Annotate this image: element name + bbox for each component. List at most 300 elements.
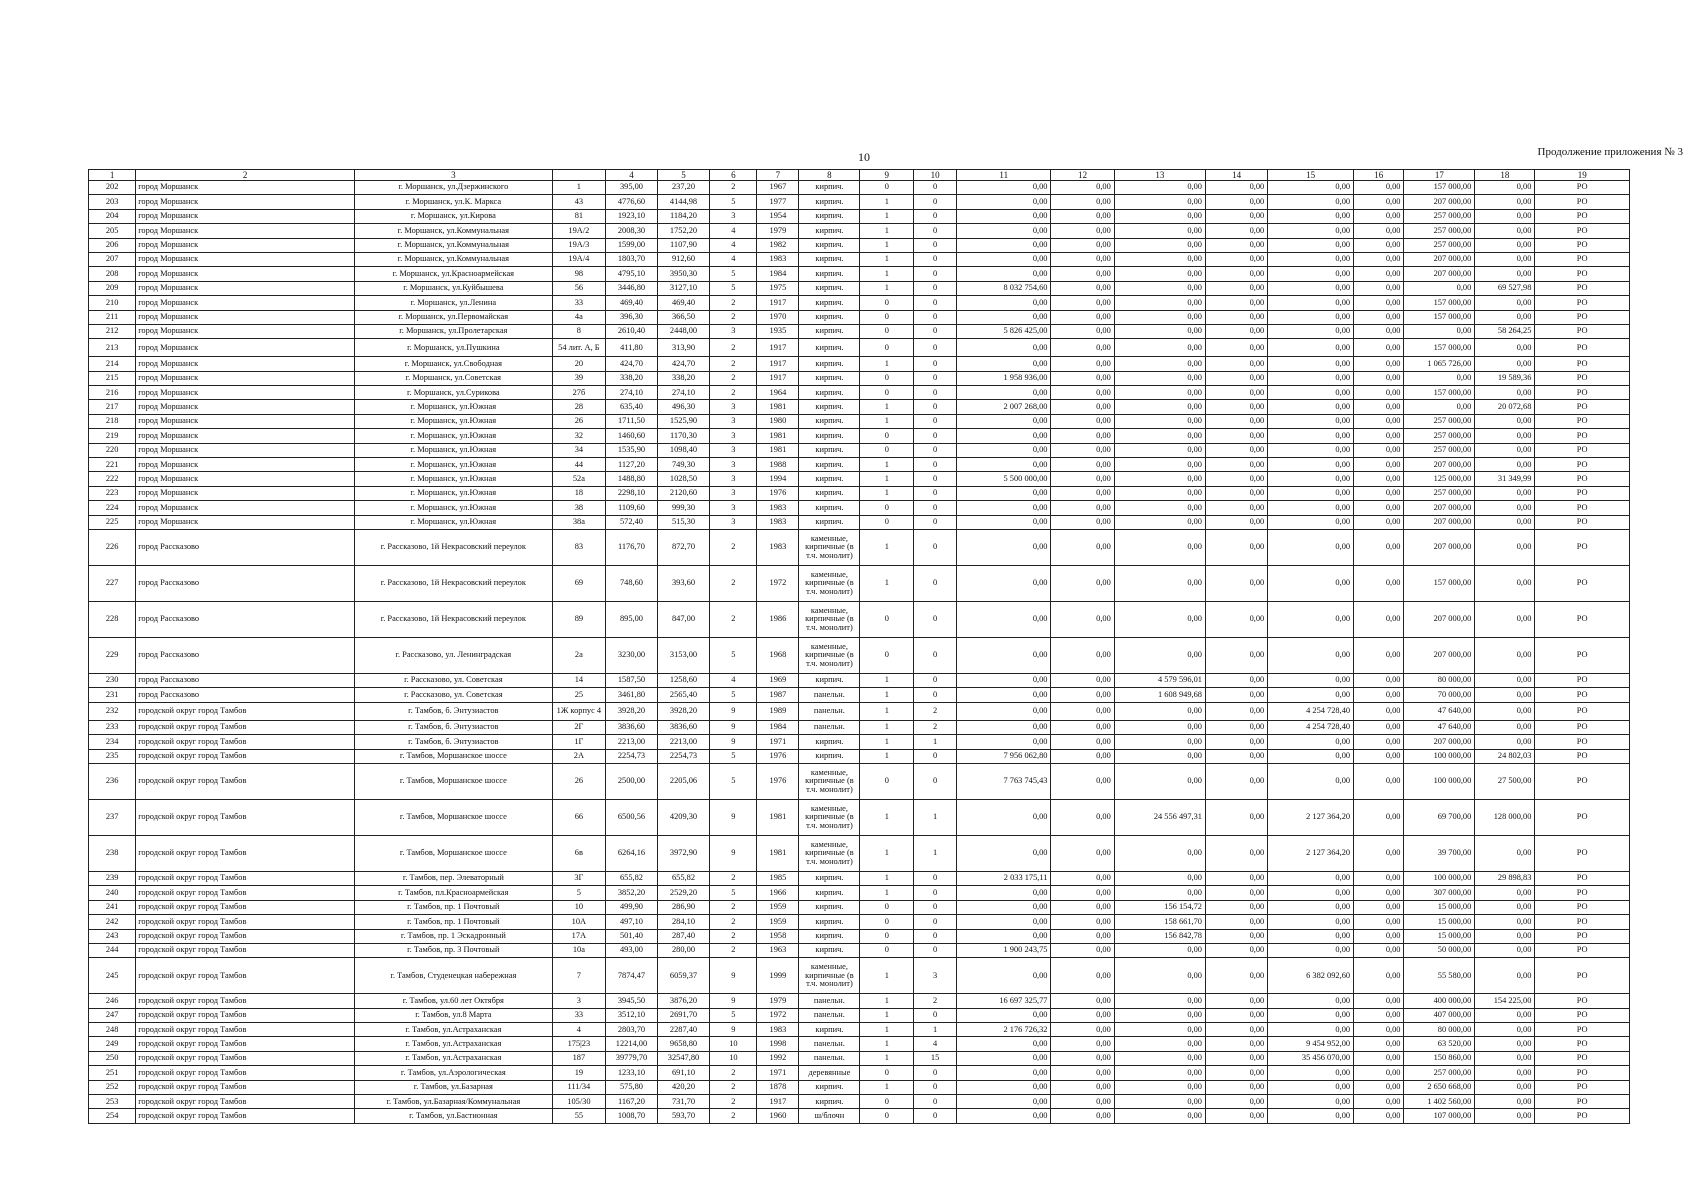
table-cell-col-8: 1983 — [757, 529, 799, 565]
table-cell-col-9: кирпич. — [799, 886, 860, 900]
table-cell-col-18: 47 640,00 — [1404, 702, 1475, 720]
table-cell-col-8: 1878 — [757, 1080, 799, 1094]
table-cell-col-5: 39779,70 — [606, 1051, 658, 1065]
table-cell-col-9: кирпич. — [799, 486, 860, 500]
table-cell-col-5: 395,00 — [606, 181, 658, 195]
table-cell-col-7: 9 — [710, 835, 757, 871]
table-cell-col-16: 0,00 — [1268, 310, 1354, 324]
table-cell-col-11: 1 — [914, 1023, 957, 1037]
table-cell-col-11: 0 — [914, 281, 957, 295]
table-cell-col-6: 9658,80 — [657, 1037, 710, 1051]
table-cell-col-2: город Моршанск — [136, 501, 355, 515]
table-cell-col-7: 5 — [710, 886, 757, 900]
table-cell-col-19: 0,00 — [1475, 601, 1535, 637]
table-cell-col-16: 0,00 — [1268, 324, 1354, 338]
table-cell-col-7: 2 — [710, 900, 757, 914]
table-cell-col-4: 111/34 — [552, 1080, 606, 1094]
table-cell-col-19: 154 225,00 — [1475, 994, 1535, 1008]
table-cell-col-6: 338,20 — [657, 371, 710, 385]
table-cell-col-10: 1 — [860, 281, 914, 295]
table-cell-col-11: 0 — [914, 1066, 957, 1080]
table-cell-col-3: г. Моршанск, ул.Коммунальная — [355, 238, 552, 252]
table-cell-col-1: 233 — [89, 720, 136, 734]
table-cell-col-5: 2008,30 — [606, 224, 658, 238]
table-cell-col-20: РО — [1535, 443, 1630, 457]
table-row — [89, 929, 1630, 943]
table-cell-col-2: город Рассказово — [136, 688, 355, 702]
table-cell-col-5: 3230,00 — [606, 637, 658, 673]
table-cell-col-13: 0,00 — [1051, 501, 1114, 515]
table-cell-col-11: 0 — [914, 529, 957, 565]
registry-table — [88, 169, 1630, 1124]
table-cell-col-9: кирпич. — [799, 458, 860, 472]
table-cell-col-9: каменные, кирпичные (в т.ч. монолит) — [799, 958, 860, 994]
table-cell-col-13: 0,00 — [1051, 1051, 1114, 1065]
table-cell-col-12: 16 697 325,77 — [957, 994, 1051, 1008]
table-cell-col-16: 0,00 — [1268, 339, 1354, 357]
table-cell-col-15: 0,00 — [1205, 565, 1267, 601]
table-cell-col-3: г. Рассказово, ул. Советская — [355, 673, 552, 687]
table-cell-col-19: 0,00 — [1475, 688, 1535, 702]
table-cell-col-11: 0 — [914, 763, 957, 799]
table-cell-col-20: РО — [1535, 324, 1630, 338]
table-cell-col-20: РО — [1535, 702, 1630, 720]
table-cell-col-16: 4 254 728,40 — [1268, 720, 1354, 734]
table-cell-col-19: 0,00 — [1475, 252, 1535, 266]
column-number-header: 17 — [1404, 170, 1475, 181]
table-cell-col-13: 0,00 — [1051, 994, 1114, 1008]
table-cell-col-5: 3512,10 — [606, 1008, 658, 1022]
table-cell-col-7: 10 — [710, 1037, 757, 1051]
table-cell-col-12: 0,00 — [957, 915, 1051, 929]
table-cell-col-13: 0,00 — [1051, 386, 1114, 400]
table-cell-col-19: 0,00 — [1475, 886, 1535, 900]
table-cell-col-12: 0,00 — [957, 565, 1051, 601]
table-cell-col-10: 0 — [860, 310, 914, 324]
table-cell-col-5: 1803,70 — [606, 252, 658, 266]
table-cell-col-18: 0,00 — [1404, 371, 1475, 385]
table-cell-col-14: 0,00 — [1114, 702, 1205, 720]
table-cell-col-3: г. Рассказово, ул. Ленинградская — [355, 637, 552, 673]
table-cell-col-15: 0,00 — [1205, 209, 1267, 223]
table-cell-col-4: 33 — [552, 296, 606, 310]
table-cell-col-20: РО — [1535, 915, 1630, 929]
table-row — [89, 371, 1630, 385]
table-cell-col-2: город Моршанск — [136, 357, 355, 371]
table-cell-col-3: г. Тамбов, ул.8 Марта — [355, 1008, 552, 1022]
table-cell-col-10: 1 — [860, 252, 914, 266]
column-number-header: 18 — [1475, 170, 1535, 181]
table-cell-col-4: 14 — [552, 673, 606, 687]
table-cell-col-10: 0 — [860, 515, 914, 529]
table-cell-col-9: ш/блочн — [799, 1109, 860, 1123]
table-cell-col-15: 0,00 — [1205, 1080, 1267, 1094]
table-cell-col-16: 0,00 — [1268, 224, 1354, 238]
table-cell-col-20: РО — [1535, 763, 1630, 799]
table-cell-col-7: 3 — [710, 443, 757, 457]
table-cell-col-14: 0,00 — [1114, 386, 1205, 400]
table-cell-col-17: 0,00 — [1354, 943, 1404, 957]
table-row — [89, 900, 1630, 914]
table-cell-col-5: 7874,47 — [606, 958, 658, 994]
table-cell-col-19: 0,00 — [1475, 1023, 1535, 1037]
table-cell-col-8: 1917 — [757, 1095, 799, 1109]
table-cell-col-14: 0,00 — [1114, 267, 1205, 281]
table-cell-col-19: 0,00 — [1475, 310, 1535, 324]
table-cell-col-6: 280,00 — [657, 943, 710, 957]
table-cell-col-19: 24 802,03 — [1475, 749, 1535, 763]
table-cell-col-6: 424,70 — [657, 357, 710, 371]
table-cell-col-1: 217 — [89, 400, 136, 414]
table-cell-col-8: 1969 — [757, 673, 799, 687]
table-cell-col-16: 0,00 — [1268, 529, 1354, 565]
table-row — [89, 1066, 1630, 1080]
table-cell-col-15: 0,00 — [1205, 252, 1267, 266]
table-cell-col-18: 69 700,00 — [1404, 799, 1475, 835]
table-cell-col-15: 0,00 — [1205, 763, 1267, 799]
table-cell-col-3: г. Моршанск, ул.Коммунальная — [355, 224, 552, 238]
table-cell-col-20: РО — [1535, 1066, 1630, 1080]
table-cell-col-3: г. Тамбов, б. Энтузиастов — [355, 720, 552, 734]
table-cell-col-2: городской округ город Тамбов — [136, 749, 355, 763]
table-cell-col-10: 1 — [860, 1008, 914, 1022]
table-row — [89, 943, 1630, 957]
table-cell-col-14: 0,00 — [1114, 281, 1205, 295]
column-number-header — [552, 170, 606, 181]
table-cell-col-3: г. Тамбов, Студенецкая набережная — [355, 958, 552, 994]
table-cell-col-8: 1987 — [757, 688, 799, 702]
table-cell-col-19: 0,00 — [1475, 1051, 1535, 1065]
table-cell-col-6: 274,10 — [657, 386, 710, 400]
table-cell-col-20: РО — [1535, 835, 1630, 871]
table-cell-col-7: 2 — [710, 915, 757, 929]
table-cell-col-18: 157 000,00 — [1404, 296, 1475, 310]
table-cell-col-14: 0,00 — [1114, 400, 1205, 414]
table-cell-col-18: 207 000,00 — [1404, 458, 1475, 472]
column-number-header: 15 — [1268, 170, 1354, 181]
table-cell-col-19: 0,00 — [1475, 443, 1535, 457]
table-cell-col-1: 248 — [89, 1023, 136, 1037]
table-cell-col-5: 338,20 — [606, 371, 658, 385]
table-cell-col-9: деревянные — [799, 1066, 860, 1080]
table-cell-col-4: 5 — [552, 886, 606, 900]
table-cell-col-4: 19А/2 — [552, 224, 606, 238]
table-cell-col-18: 2 650 668,00 — [1404, 1080, 1475, 1094]
table-cell-col-17: 0,00 — [1354, 529, 1404, 565]
table-cell-col-19: 0,00 — [1475, 209, 1535, 223]
table-cell-col-5: 1127,20 — [606, 458, 658, 472]
table-cell-col-5: 1460,60 — [606, 429, 658, 443]
table-cell-col-19: 0,00 — [1475, 1037, 1535, 1051]
table-cell-col-5: 2610,40 — [606, 324, 658, 338]
table-cell-col-14: 0,00 — [1114, 443, 1205, 457]
table-cell-col-17: 0,00 — [1354, 501, 1404, 515]
table-cell-col-10: 1 — [860, 1037, 914, 1051]
table-cell-col-5: 635,40 — [606, 400, 658, 414]
table-cell-col-19: 0,00 — [1475, 195, 1535, 209]
table-cell-col-11: 0 — [914, 357, 957, 371]
table-cell-col-15: 0,00 — [1205, 501, 1267, 515]
table-cell-col-20: РО — [1535, 1080, 1630, 1094]
table-cell-col-18: 1 065 726,00 — [1404, 357, 1475, 371]
table-cell-col-12: 0,00 — [957, 195, 1051, 209]
table-cell-col-18: 207 000,00 — [1404, 601, 1475, 637]
table-cell-col-20: РО — [1535, 565, 1630, 601]
table-cell-col-17: 0,00 — [1354, 1109, 1404, 1123]
table-cell-col-3: г. Тамбов, пр. 3 Почтовый — [355, 943, 552, 957]
table-cell-col-12: 0,00 — [957, 267, 1051, 281]
table-cell-col-4: 187 — [552, 1051, 606, 1065]
column-number-header: 14 — [1205, 170, 1267, 181]
table-cell-col-8: 1976 — [757, 749, 799, 763]
table-cell-col-6: 1107,90 — [657, 238, 710, 252]
table-cell-col-3: г. Моршанск, ул.К. Маркса — [355, 195, 552, 209]
table-cell-col-11: 0 — [914, 871, 957, 885]
table-cell-col-10: 0 — [860, 943, 914, 957]
column-number-header: 7 — [757, 170, 799, 181]
table-cell-col-3: г. Моршанск, ул.Пролетарская — [355, 324, 552, 338]
table-cell-col-3: г. Моршанск, ул.Дзержинского — [355, 181, 552, 195]
table-row — [89, 871, 1630, 885]
table-cell-col-8: 1979 — [757, 994, 799, 1008]
table-cell-col-4: 19А/3 — [552, 238, 606, 252]
table-cell-col-3: г. Моршанск, ул.Южная — [355, 400, 552, 414]
table-cell-col-17: 0,00 — [1354, 296, 1404, 310]
table-cell-col-7: 2 — [710, 296, 757, 310]
table-cell-col-13: 0,00 — [1051, 886, 1114, 900]
table-cell-col-1: 251 — [89, 1066, 136, 1080]
table-cell-col-19: 0,00 — [1475, 339, 1535, 357]
table-cell-col-9: кирпич. — [799, 929, 860, 943]
table-cell-col-3: г. Моршанск, ул.Южная — [355, 472, 552, 486]
table-cell-col-9: кирпич. — [799, 181, 860, 195]
table-cell-col-6: 420,20 — [657, 1080, 710, 1094]
table-cell-col-17: 0,00 — [1354, 339, 1404, 357]
table-cell-col-7: 2 — [710, 1095, 757, 1109]
table-cell-col-10: 1 — [860, 1080, 914, 1094]
table-cell-col-8: 1960 — [757, 1109, 799, 1123]
table-cell-col-10: 1 — [860, 414, 914, 428]
table-cell-col-9: панельн. — [799, 702, 860, 720]
table-row — [89, 749, 1630, 763]
table-cell-col-3: г. Тамбов, б. Энтузиастов — [355, 702, 552, 720]
table-cell-col-19: 0,00 — [1475, 238, 1535, 252]
table-cell-col-3: г. Тамбов, Моршанское шоссе — [355, 749, 552, 763]
table-cell-col-17: 0,00 — [1354, 763, 1404, 799]
table-cell-col-20: РО — [1535, 371, 1630, 385]
table-cell-col-13: 0,00 — [1051, 871, 1114, 885]
table-cell-col-1: 232 — [89, 702, 136, 720]
table-cell-col-9: каменные, кирпичные (в т.ч. монолит) — [799, 835, 860, 871]
table-cell-col-3: г. Рассказово, 1й Некрасовский переулок — [355, 529, 552, 565]
table-cell-col-11: 0 — [914, 1008, 957, 1022]
table-cell-col-11: 1 — [914, 799, 957, 835]
table-cell-col-16: 0,00 — [1268, 386, 1354, 400]
table-cell-col-4: 4а — [552, 310, 606, 324]
table-cell-col-20: РО — [1535, 486, 1630, 500]
page-number: 10 — [858, 150, 870, 164]
table-cell-col-11: 2 — [914, 720, 957, 734]
table-cell-col-7: 3 — [710, 472, 757, 486]
table-cell-col-1: 206 — [89, 238, 136, 252]
table-cell-col-7: 2 — [710, 943, 757, 957]
table-cell-col-9: каменные, кирпичные (в т.ч. монолит) — [799, 529, 860, 565]
table-cell-col-8: 1979 — [757, 224, 799, 238]
table-cell-col-2: городской округ город Тамбов — [136, 1008, 355, 1022]
table-row — [89, 835, 1630, 871]
table-cell-col-4: 32 — [552, 429, 606, 443]
table-cell-col-11: 0 — [914, 324, 957, 338]
table-cell-col-12: 1 900 243,75 — [957, 943, 1051, 957]
table-cell-col-14: 0,00 — [1114, 429, 1205, 443]
table-cell-col-18: 157 000,00 — [1404, 386, 1475, 400]
table-cell-col-1: 252 — [89, 1080, 136, 1094]
table-cell-col-2: город Моршанск — [136, 472, 355, 486]
table-cell-col-5: 748,60 — [606, 565, 658, 601]
column-number-header: 19 — [1535, 170, 1630, 181]
table-row — [89, 400, 1630, 414]
table-cell-col-13: 0,00 — [1051, 749, 1114, 763]
table-cell-col-6: 287,40 — [657, 929, 710, 943]
table-cell-col-18: 257 000,00 — [1404, 238, 1475, 252]
table-cell-col-4: 44 — [552, 458, 606, 472]
table-cell-col-20: РО — [1535, 1008, 1630, 1022]
table-cell-col-18: 157 000,00 — [1404, 339, 1475, 357]
table-cell-col-4: 26 — [552, 414, 606, 428]
table-cell-col-19: 19 589,36 — [1475, 371, 1535, 385]
table-cell-col-13: 0,00 — [1051, 458, 1114, 472]
table-cell-col-20: РО — [1535, 900, 1630, 914]
table-cell-col-11: 0 — [914, 400, 957, 414]
table-cell-col-11: 0 — [914, 486, 957, 500]
table-cell-col-12: 0,00 — [957, 929, 1051, 943]
table-cell-col-2: город Моршанск — [136, 414, 355, 428]
table-cell-col-9: кирпич. — [799, 400, 860, 414]
table-cell-col-18: 15 000,00 — [1404, 929, 1475, 943]
table-row — [89, 252, 1630, 266]
table-cell-col-17: 0,00 — [1354, 267, 1404, 281]
table-cell-col-16: 0,00 — [1268, 296, 1354, 310]
table-cell-col-11: 0 — [914, 458, 957, 472]
table-cell-col-3: г. Тамбов, ул.Базарная — [355, 1080, 552, 1094]
table-cell-col-20: РО — [1535, 1023, 1630, 1037]
table-row — [89, 994, 1630, 1008]
table-cell-col-4: 19 — [552, 1066, 606, 1080]
table-cell-col-12: 0,00 — [957, 224, 1051, 238]
table-cell-col-14: 0,00 — [1114, 994, 1205, 1008]
table-cell-col-19: 0,00 — [1475, 486, 1535, 500]
table-cell-col-1: 225 — [89, 515, 136, 529]
table-cell-col-20: РО — [1535, 357, 1630, 371]
table-cell-col-17: 0,00 — [1354, 443, 1404, 457]
table-cell-col-9: панельн. — [799, 994, 860, 1008]
table-cell-col-17: 0,00 — [1354, 238, 1404, 252]
table-cell-col-6: 3972,90 — [657, 835, 710, 871]
table-cell-col-17: 0,00 — [1354, 195, 1404, 209]
table-cell-col-4: 38а — [552, 515, 606, 529]
table-cell-col-14: 0,00 — [1114, 181, 1205, 195]
table-cell-col-5: 6500,56 — [606, 799, 658, 835]
table-cell-col-4: 2Г — [552, 720, 606, 734]
table-cell-col-3: г. Моршанск, ул.Советская — [355, 371, 552, 385]
table-cell-col-14: 0,00 — [1114, 486, 1205, 500]
table-cell-col-18: 207 000,00 — [1404, 735, 1475, 749]
table-row — [89, 1037, 1630, 1051]
table-cell-col-1: 229 — [89, 637, 136, 673]
table-cell-col-19: 0,00 — [1475, 915, 1535, 929]
table-cell-col-17: 0,00 — [1354, 1080, 1404, 1094]
table-cell-col-15: 0,00 — [1205, 688, 1267, 702]
table-cell-col-10: 1 — [860, 735, 914, 749]
table-cell-col-17: 0,00 — [1354, 702, 1404, 720]
table-cell-col-3: г. Рассказово, 1й Некрасовский переулок — [355, 565, 552, 601]
table-cell-col-16: 0,00 — [1268, 443, 1354, 457]
table-cell-col-11: 0 — [914, 501, 957, 515]
table-cell-col-15: 0,00 — [1205, 400, 1267, 414]
table-cell-col-12: 7 763 745,43 — [957, 763, 1051, 799]
table-cell-col-13: 0,00 — [1051, 371, 1114, 385]
table-cell-col-16: 0,00 — [1268, 1008, 1354, 1022]
table-cell-col-16: 0,00 — [1268, 515, 1354, 529]
table-cell-col-16: 0,00 — [1268, 1095, 1354, 1109]
table-cell-col-7: 5 — [710, 637, 757, 673]
table-cell-col-13: 0,00 — [1051, 799, 1114, 835]
table-cell-col-18: 257 000,00 — [1404, 429, 1475, 443]
table-row — [89, 515, 1630, 529]
table-cell-col-1: 249 — [89, 1037, 136, 1051]
table-cell-col-14: 0,00 — [1114, 886, 1205, 900]
table-cell-col-12: 0,00 — [957, 886, 1051, 900]
table-cell-col-18: 257 000,00 — [1404, 1066, 1475, 1080]
table-cell-col-7: 5 — [710, 281, 757, 295]
table-cell-col-13: 0,00 — [1051, 958, 1114, 994]
table-cell-col-12: 0,00 — [957, 1095, 1051, 1109]
table-cell-col-18: 207 000,00 — [1404, 195, 1475, 209]
table-cell-col-11: 0 — [914, 929, 957, 943]
table-cell-col-9: кирпич. — [799, 1080, 860, 1094]
table-cell-col-3: г. Тамбов, пр. 1 Эскадронный — [355, 929, 552, 943]
table-cell-col-5: 274,10 — [606, 386, 658, 400]
table-cell-col-10: 0 — [860, 324, 914, 338]
table-cell-col-20: РО — [1535, 458, 1630, 472]
table-cell-col-8: 1976 — [757, 486, 799, 500]
table-cell-col-5: 4776,60 — [606, 195, 658, 209]
table-cell-col-16: 6 382 092,60 — [1268, 958, 1354, 994]
table-row — [89, 1008, 1630, 1022]
table-cell-col-1: 215 — [89, 371, 136, 385]
table-cell-col-14: 0,00 — [1114, 310, 1205, 324]
table-cell-col-8: 1971 — [757, 735, 799, 749]
table-cell-col-7: 9 — [710, 735, 757, 749]
table-cell-col-6: 4144,98 — [657, 195, 710, 209]
table-cell-col-16: 0,00 — [1268, 565, 1354, 601]
table-cell-col-8: 1982 — [757, 238, 799, 252]
table-cell-col-8: 1971 — [757, 1066, 799, 1080]
table-cell-col-1: 213 — [89, 339, 136, 357]
table-cell-col-16: 0,00 — [1268, 486, 1354, 500]
table-cell-col-14: 0,00 — [1114, 339, 1205, 357]
table-cell-col-19: 0,00 — [1475, 296, 1535, 310]
table-cell-col-4: 52а — [552, 472, 606, 486]
table-cell-col-6: 3876,20 — [657, 994, 710, 1008]
table-cell-col-1: 242 — [89, 915, 136, 929]
table-cell-col-17: 0,00 — [1354, 835, 1404, 871]
table-cell-col-5: 3446,80 — [606, 281, 658, 295]
table-cell-col-13: 0,00 — [1051, 1080, 1114, 1094]
table-row — [89, 1023, 1630, 1037]
table-row — [89, 1109, 1630, 1123]
table-cell-col-10: 1 — [860, 749, 914, 763]
